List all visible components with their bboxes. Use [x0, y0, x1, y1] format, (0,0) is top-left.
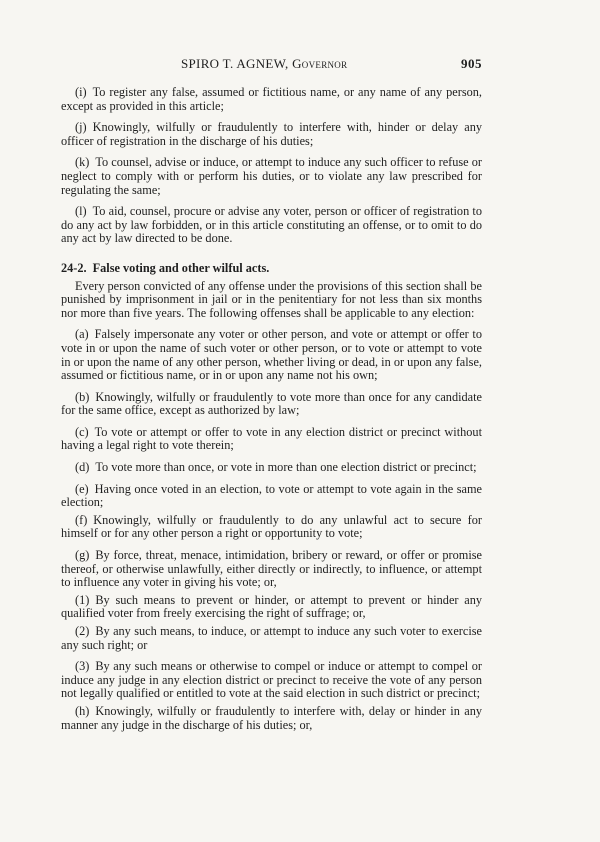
clause-g-1: (1) By such means to prevent or hinder, or attempt to prevent or hinder any qualified voter from freely exercising the right of suffrage; or,	[61, 592, 482, 621]
running-header	[61, 56, 482, 74]
clause-g-2: (2) By any such means, to induce, or attempt to induce any such voter to exercise any such right; or	[61, 624, 482, 652]
section-heading	[61, 262, 482, 276]
header-title: SPIRO T. AGNEW, Governor	[181, 56, 348, 71]
section-title: False voting and other wilful acts.	[92, 260, 270, 275]
clause-g: (g) By force, threat, menace, intimidation, bribery or reward, or offer or promise thereof, or otherwise unlawfully, either directly or indirectly, to influence, or attempt to influence any voter in giving his vote; or,	[61, 548, 482, 590]
section-intro: Every person convicted of any offense under the provisions of this section shall be punished by imprisonment in jail or in the penitentiary for not less than six months nor more than five years. The following offenses shall be applicable to any election:	[61, 278, 482, 320]
clause-g-3: (3) By any such means or otherwise to compel or induce or attempt to compel or induce any judge in any election district or precinct to receive the vote of any person not legally qualified or entitled to vote at the said election in such district or precinct;	[61, 659, 482, 701]
clause-a: (a) Falsely impersonate any voter or other person, and vote or attempt or offer to vote in or upon the name of such voter or other person, or to vote or attempt to vote in or upon the name of any other person, whether living or dead, in or upon any false, assumed or fictitious name, or in or upon any name not his own;	[61, 327, 482, 383]
clause-c: (c) To vote or attempt or offer to vote in any election district or precinct without having a legal right to vote therein;	[61, 424, 482, 453]
clause-d: (d) To vote more than once, or vote in more than one election district or precinct;	[75, 460, 477, 475]
clause-i: (i) To register any false, assumed or fictitious name, or any name of any person, except as provided in this article;	[61, 85, 482, 113]
clause-k: (k) To counsel, advise or induce, or attempt to induce any such officer to refuse or neglect to comply with or perform his duties, or to violate any law prescribed for regulating the same;	[61, 155, 482, 197]
clause-l: (l) To aid, counsel, procure or advise any voter, person or officer of registration to do any act by law forbidden, or in this article constituting an offense, or to omit to do any act by law directed to be done.	[61, 204, 482, 246]
clause-f: (f) Knowingly, wilfully or fraudulently to do any unlawful act to secure for himself or for any other person a right or opportunity to vote;	[61, 512, 482, 541]
clause-b: (b) Knowingly, wilfully or fraudulently to vote more than once for any candidate for the same office, except as authorized by law;	[61, 389, 482, 418]
clause-h: (h) Knowingly, wilfully or fraudulently to interfere with, delay or hinder in any manner any judge in the discharge of his duties; or,	[61, 703, 482, 732]
clause-e: (e) Having once voted in an election, to vote or attempt to vote again in the same election;	[61, 481, 482, 510]
document-body	[61, 86, 482, 732]
page-number: 905	[461, 56, 482, 71]
section-number: 24-2.	[61, 260, 87, 275]
clause-j: (j) Knowingly, wilfully or fraudulently to interfere with, hinder or delay any officer of registration in the discharge of his duties;	[61, 120, 482, 148]
